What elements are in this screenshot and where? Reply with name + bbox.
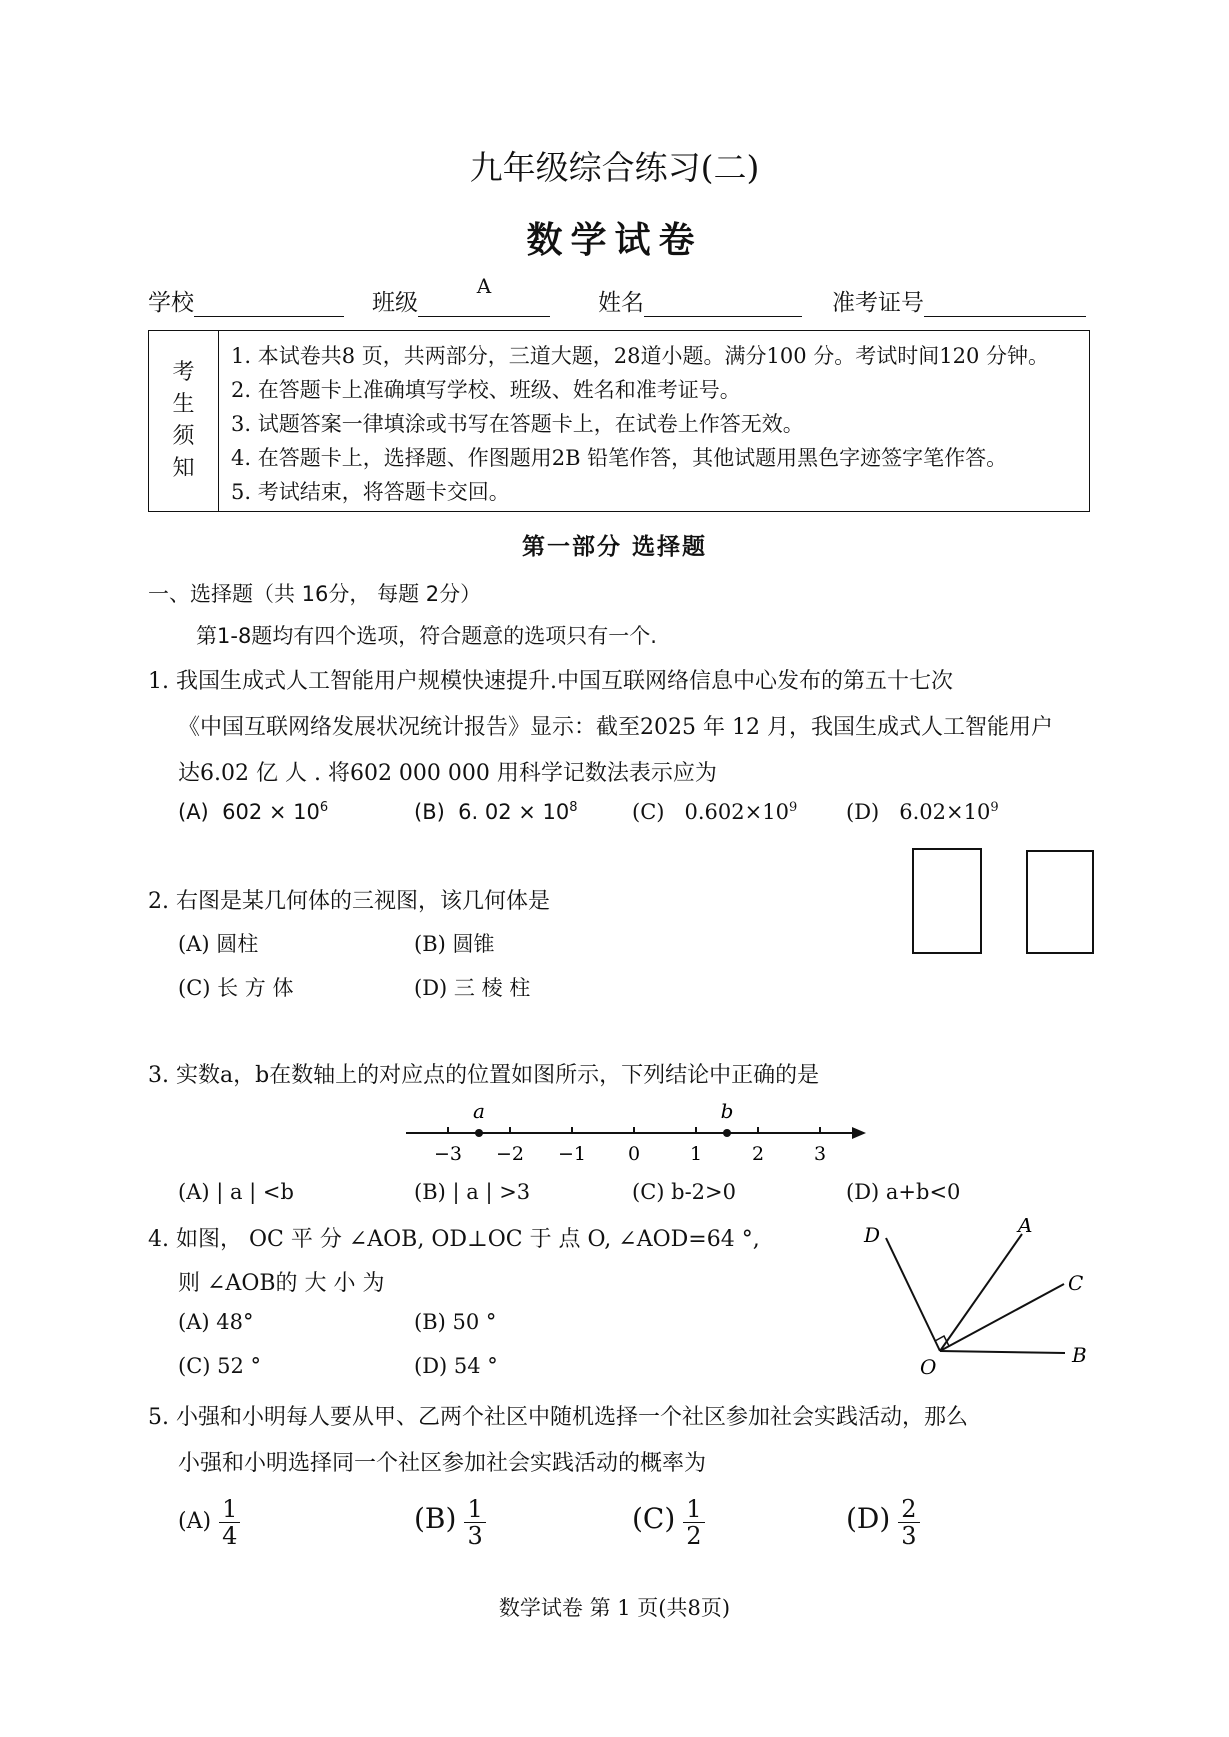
label-d: D (864, 1223, 881, 1247)
notice-item: 5. 考试结束，将答题卡交回。 (231, 480, 510, 504)
name-blank[interactable] (644, 286, 802, 317)
q5-option-b[interactable]: (B) $\frac{1}{3}$ (414, 1496, 486, 1549)
axis-tick-label: 1 (689, 1143, 703, 1165)
q2-option-c[interactable]: (C) 长 方 体 (178, 976, 294, 1000)
q2-option-a[interactable]: (A) 圆柱 (178, 932, 259, 956)
notice-box (148, 330, 1090, 512)
q5-line1: 5. 小强和小明每人要从甲、乙两个社区中随机选择一个社区参加社会实践活动，那么 (148, 1405, 968, 1430)
q4-option-b[interactable]: (B) 50 ° (414, 1310, 497, 1334)
q4-option-a[interactable]: (A) 48° (178, 1310, 254, 1334)
q1-line2: 《中国互联网络发展状况统计报告》显示：截至2025 年 12 月，我国生成式人工智能用户 (178, 715, 1053, 740)
point-b-dot (723, 1129, 731, 1137)
label-b: B (1072, 1343, 1087, 1367)
exam-id-label: 准考证号 (832, 290, 924, 316)
q3-option-b[interactable]: (B) | a | >3 (414, 1180, 531, 1204)
axis-tick-labels (434, 1143, 826, 1165)
ray-oc (940, 1284, 1064, 1351)
axis-tick-label: 0 (627, 1143, 641, 1165)
notice-items (231, 339, 1083, 509)
notice-item: 2. 在答题卡上准确填写学校、班级、姓名和准考证号。 (231, 378, 741, 402)
q1-option-d[interactable]: (D) $6.02\times 10^9$ (846, 800, 999, 824)
point-b-label: b (720, 1100, 734, 1123)
part-instruction: 第1-8题均有四个选项，符合题意的选项只有一个. (196, 624, 657, 648)
school-blank[interactable] (194, 286, 344, 317)
part-heading: 一、选择题（共 16分， 每题 2分） (148, 582, 482, 606)
exam-title: 九年级综合练习(二) (469, 148, 760, 187)
section-title: 第一部分 选择题 (521, 534, 707, 560)
q5-line2: 小强和小明选择同一个社区参加社会实践活动的概率为 (178, 1451, 707, 1476)
name-field (598, 284, 802, 317)
notice-item: 1. 本试卷共8 页，共两部分，三道大题，28道小题。满分100 分。考试时间120 分钟。 (231, 344, 1049, 368)
q2-stem: 2. 右图是某几何体的三视图，该几何体是 (148, 889, 550, 914)
label-o: O (920, 1355, 937, 1378)
notice-item: 3. 试题答案一律填涂或书写在答题卡上，在试卷上作答无效。 (231, 412, 804, 436)
q2-view-rect-left (912, 848, 982, 954)
q4-line2: 则 ∠AOB的 大 小 为 (178, 1271, 385, 1296)
q1-line1: 1. 我国生成式人工智能用户规模快速提升.中国互联网络信息中心发布的第五十七次 (148, 669, 953, 694)
label-a: A (1018, 1218, 1033, 1237)
q4-option-c[interactable]: (C) 52 ° (178, 1354, 262, 1378)
class-field (372, 274, 550, 317)
axis-tick-label: −1 (557, 1143, 587, 1165)
exam-id-blank[interactable] (924, 286, 1086, 317)
q1-option-c[interactable]: (C) $0.602\times 10^9$ (632, 800, 798, 824)
exam-id-field (832, 284, 1086, 317)
q4-line1: 4. 如图， OC 平 分 ∠AOB, OD⊥OC 于 点 O, ∠AOD=64 °, (148, 1227, 760, 1252)
q3-number-line (400, 1100, 870, 1172)
q5-option-d[interactable]: (D) $\frac{2}{3}$ (846, 1496, 920, 1549)
axis-tick-label: −3 (433, 1143, 463, 1165)
student-info-row (148, 274, 1090, 324)
class-label: 班级 (372, 290, 418, 316)
q2-option-d[interactable]: (D) 三 棱 柱 (414, 976, 531, 1000)
school-label: 学校 (148, 290, 194, 316)
axis-tick-label: −2 (495, 1143, 525, 1165)
axis-tick-label: 3 (813, 1143, 827, 1165)
point-a-label: a (473, 1100, 485, 1123)
q3-option-d[interactable]: (D) a+b<0 (846, 1180, 961, 1204)
class-blank[interactable] (418, 274, 550, 317)
q2-option-b[interactable]: (B) 圆锥 (414, 932, 495, 956)
ray-od (886, 1238, 940, 1351)
q5-option-c[interactable]: (C) $\frac{1}{2}$ (632, 1496, 705, 1549)
q4-angle-figure (850, 1218, 1100, 1378)
q3-option-c[interactable]: (C) b-2>0 (632, 1180, 736, 1204)
ray-oa (940, 1234, 1022, 1351)
axis-arrow-icon (852, 1127, 866, 1139)
q3-stem: 3. 实数a，b在数轴上的对应点的位置如图所示，下列结论中正确的是 (148, 1063, 820, 1088)
exam-subtitle: 数学试卷 (526, 220, 703, 261)
notice-side-label: 考 生 须 知 (149, 331, 219, 511)
q1-line3: 达6.02 亿 人 . 将602 000 000 用科学记数法表示应为 (178, 761, 717, 786)
q1-option-b[interactable]: (B) 6. $02 \times 10^8$ (414, 800, 578, 824)
label-c: C (1068, 1271, 1084, 1295)
notice-item: 4. 在答题卡上，选择题、作图题用2B 铅笔作答，其他试题用黑色字迹签字笔作答。 (231, 446, 1008, 470)
page-footer: 数学试卷 第 1 页(共8页) (498, 1596, 731, 1620)
q1-option-a[interactable]: (A) $602 \times 10^6$ (178, 800, 329, 824)
q4-option-d[interactable]: (D) 54 ° (414, 1354, 498, 1378)
axis-tick-label: 2 (751, 1143, 765, 1165)
class-value: A (476, 274, 492, 298)
name-label: 姓名 (598, 290, 644, 316)
point-a-dot (475, 1129, 483, 1137)
q2-view-rect-right (1026, 850, 1094, 954)
q3-option-a[interactable]: (A) | a | <b (178, 1180, 294, 1204)
q5-option-a[interactable]: (A) $\frac{1}{4}$ (178, 1496, 240, 1549)
school-field (148, 284, 344, 317)
ray-ob (940, 1351, 1065, 1353)
